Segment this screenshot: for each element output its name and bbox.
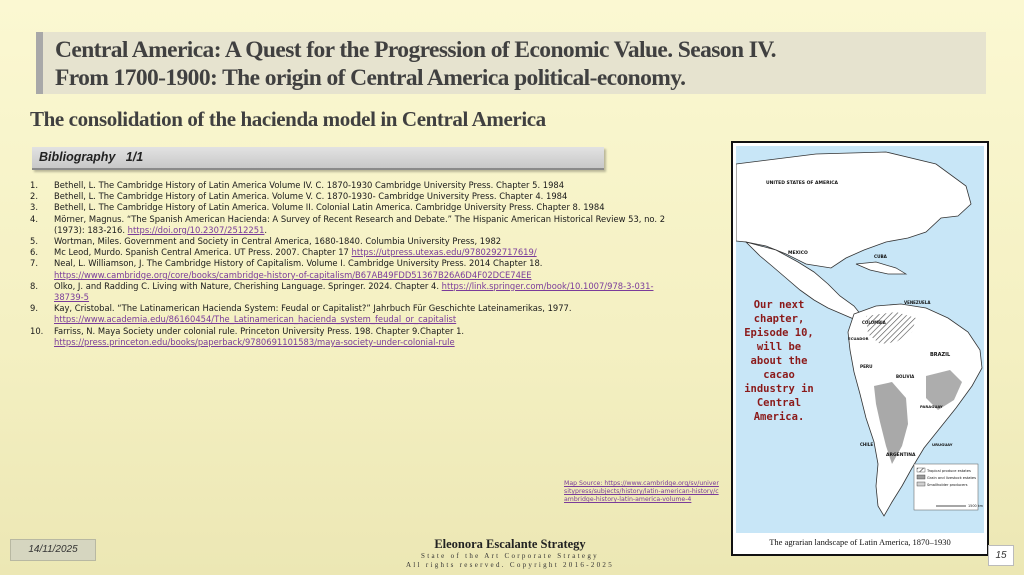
- reference-text: Neal, L. Williamson, J. The Cambridge History of Capitalism. Volume I. Cambridge University Press. 2014 Chapter 18.: [54, 258, 543, 269]
- reference-link[interactable]: https://www.cambridge.org/core/books/cambridge-history-of-capitalism/B67AB49FDD51367B26A6D4F02DCE74EE: [54, 269, 532, 280]
- slide-title-line-2: From 1700-1900: The origin of Central America political-economy.: [55, 65, 686, 91]
- reference-text: Bethell, L. The Cambridge History of Latin America Volume IV. C. 1870-1930 Cambridge University Press. Chapter 5. 1984: [54, 180, 565, 190]
- reference-item: [30, 180, 670, 191]
- map-label-brazil: BRAZIL: [930, 352, 951, 358]
- reference-text: Mc Leod, Murdo. Spanish Central America. UT Press. 2007. Chapter 17: [54, 247, 352, 258]
- page-number: 15: [988, 545, 1014, 566]
- reference-text: Farriss, N. Maya Society under colonial rule. Princeton University Press. 198. Chapter 9.Chapter 1.: [54, 325, 465, 336]
- cuba-land: [856, 262, 906, 274]
- reference-link[interactable]: https://www.academia.edu/86160454/The_Latinamerican_hacienda_system_feudal_or_capitalist: [54, 314, 457, 325]
- reference-number: 4.: [30, 213, 38, 224]
- map-label-mexico: MEXICO: [788, 251, 808, 256]
- footer-branding: [380, 537, 640, 570]
- map-label-uruguay: URUGUAY: [932, 442, 953, 447]
- reference-number: 2.: [30, 191, 38, 202]
- map-label-argentina: ARGENTINA: [886, 453, 916, 458]
- reference-text: Olko, J. and Radding C. Living with Nature, Cherishing Language. Springer. 2024. Chapter 4.: [54, 280, 442, 291]
- reference-number: 1.: [30, 180, 38, 190]
- legend-swatch-grain: [917, 475, 925, 479]
- legend-swatch-smallholder: [917, 482, 925, 486]
- company-name: Eleonora Escalante Strategy: [434, 537, 586, 551]
- slide-title-line-1: Central America: A Quest for the Progression of Economic Value. Season IV.: [55, 37, 776, 63]
- copyright-text: All rights reserved. Copyright 2016-2025: [405, 561, 615, 569]
- company-tagline: State of the Art Corporate Strategy: [421, 552, 599, 560]
- reference-item: [30, 202, 670, 213]
- slide-subtitle: The consolidation of the hacienda model in Central America: [30, 107, 546, 131]
- next-chapter-note: Our next chapter, Episode 10, will be about the cacao industry in Central America.: [744, 299, 814, 423]
- map-source-link[interactable]: Map Source: https://www.cambridge.org/sv/universitypress/subjects/history/latin-american-history/cambridge-history-latin-america-volume-4: [564, 480, 719, 503]
- map-label-bolivia: BOLIVIA: [896, 374, 915, 379]
- reference-item: 4. Mörner, Magnus. “The Spanish American Hacienda: A Survey of Recent Research and Debate.” The Hispanic American Historical Review 53, no. 2 (1973): 183-216. https://doi.org/10.2307/2512251.: [30, 213, 666, 235]
- reference-number: 3.: [30, 202, 38, 213]
- legend-entry-grain: Grain and livestock estates: [927, 476, 976, 480]
- map-label-colombia: COLOMBIA: [862, 320, 886, 325]
- reference-text: Bethell, L. The Cambridge History of Latin America. Volume V. C. 1870-1930- Cambridge University Press. Chapter 4. 1984: [54, 191, 568, 202]
- legend-entry-tropical: Tropical produce estates: [927, 469, 971, 473]
- reference-number: 5.: [30, 236, 38, 247]
- reference-item: [30, 236, 670, 247]
- map-label-venezuela: VENEZUELA: [904, 300, 931, 305]
- reference-number: 10.: [30, 325, 44, 336]
- reference-text: Bethell, L. The Cambridge History of Latin America. Volume II. Colonial Latin America. Cambridge University Press. Chapter 8. 1984: [54, 202, 605, 213]
- reference-text: Mörner, Magnus. “The Spanish American Hacienda: A Survey of Recent Research and Debate.” The Hispanic American Historical Review 53, no. 2 (1973): 183-216.: [54, 213, 666, 235]
- map-label-usa: UNITED STATES OF AMERICA: [766, 181, 839, 186]
- slide-title-box: [36, 32, 986, 94]
- map-label-peru: PERU: [860, 364, 873, 369]
- legend-entry-smallholder: Smallholder producers: [927, 483, 968, 487]
- bibliography-header: Bibliography 1/1: [32, 147, 604, 170]
- reference-text: Wortman, Miles. Government and Society in Central America, 1680-1840. Columbia University Press, 1982: [54, 236, 502, 247]
- reference-item: [30, 258, 670, 280]
- reference-number: 9.: [30, 303, 38, 314]
- map-caption: The agrarian landscape of Latin America, 1870–1930: [736, 533, 984, 551]
- reference-number: 7.: [30, 258, 38, 269]
- reference-link[interactable]: https://utpress.utexas.edu/9780292717619/: [351, 247, 537, 258]
- map-label-chile: CHILE: [860, 442, 874, 447]
- reference-link[interactable]: https://link.springer.com/book/10.1007/978-3-031-38739-5: [54, 280, 654, 303]
- legend-swatch-tropical: [917, 468, 925, 472]
- reference-link[interactable]: https://press.princeton.edu/books/paperback/9780691101583/maya-society-under-colonial-rule: [54, 336, 455, 347]
- reference-item: [30, 303, 670, 325]
- reference-number: 6.: [30, 247, 38, 258]
- reference-text: Kay, Cristobal. “The Latinamerican Hacienda System: Feudal or Capitalist?” Jahrbuch Für Geschichte Lateinamerikas, 1977.: [54, 303, 572, 314]
- map-label-paraguay: PARAGUAY: [920, 404, 943, 409]
- scale-label: 1500 km: [968, 504, 983, 508]
- slide-date: 14/11/2025: [10, 539, 96, 561]
- reference-link[interactable]: https://doi.org/10.2307/2512251: [127, 224, 265, 235]
- bibliography-list: [30, 180, 670, 348]
- reference-number: 8.: [30, 280, 38, 291]
- map-label-ecuador: ECUADOR: [848, 336, 869, 341]
- reference-item: [30, 191, 670, 202]
- map-label-cuba: CUBA: [874, 254, 887, 259]
- reference-item: [30, 326, 670, 348]
- reference-item: [30, 247, 670, 258]
- reference-item: [30, 281, 670, 303]
